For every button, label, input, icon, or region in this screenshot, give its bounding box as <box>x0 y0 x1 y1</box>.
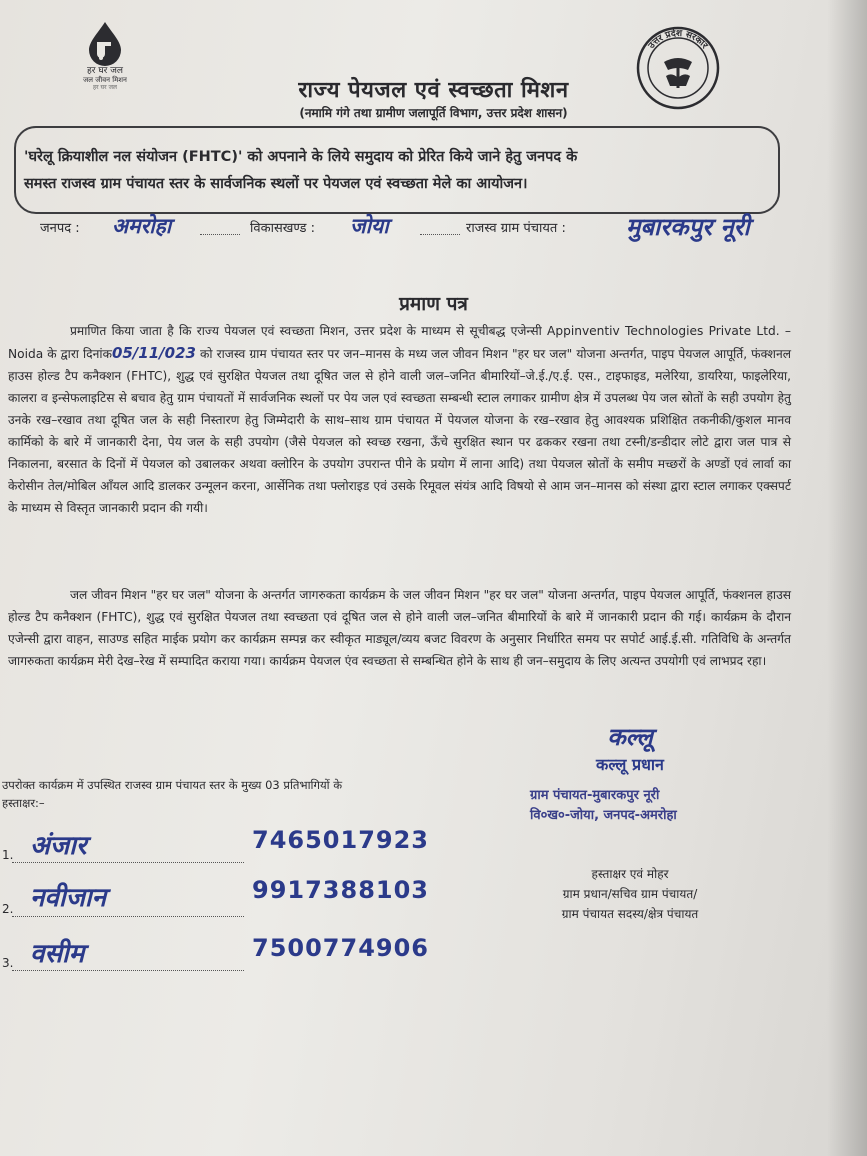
attendee-1-phone: 7465017923 <box>252 826 429 854</box>
signature-note <box>520 864 740 924</box>
attendees-intro <box>2 776 342 812</box>
paragraph-1-part-a: प्रमाणित किया जाता है कि राज्य पेयजल एवं स्वच्छता मिशन, उत्तर प्रदेश के माध्यम से सूचीबद्ध एजेन्सी Appinventiv Technologies Private Ltd. – Noida के द्वारा दिनांक <box>8 324 791 361</box>
signature-note-line-2: ग्राम प्रधान/सचिव ग्राम पंचायत/ <box>562 887 698 901</box>
logo-text-2: जल जीवन मिशन <box>83 76 127 84</box>
block-dots <box>420 234 460 235</box>
attendee-2-phone: 9917388103 <box>252 876 429 904</box>
signature-note-line-3: ग्राम पंचायत सदस्य/क्षेत्र पंचायत <box>561 907 699 921</box>
attendee-1-number: 1. <box>2 848 14 862</box>
pradhan-stamp <box>530 786 677 826</box>
attendees-intro-line-2: हस्ताक्षर:– <box>2 796 45 810</box>
attendee-2-number: 2. <box>2 902 14 916</box>
paragraph-1 <box>8 320 791 519</box>
attendee-2-dots <box>12 916 244 917</box>
page-shadow <box>827 0 867 1156</box>
paragraph-2 <box>8 584 791 672</box>
panchayat-label: राजस्व ग्राम पंचायत : <box>466 221 566 236</box>
attendee-1-name: अंजार <box>30 831 87 861</box>
logo-text-1: हर घर जल <box>87 66 123 76</box>
seal-text: उत्तर प्रदेश सरकार <box>646 28 710 51</box>
certificate-title: प्रमाण पत्र <box>399 293 468 315</box>
water-drop-icon <box>85 20 125 66</box>
district-label: जनपद : <box>40 221 80 236</box>
page-title: राज्य पेयजल एवं स्वच्छता मिशन <box>298 78 569 103</box>
district-value: अमरोहा <box>112 214 172 238</box>
panchayat-value: मुबारकपुर नूरी <box>626 213 750 241</box>
block-value: जोया <box>350 214 389 238</box>
stamp-line-2: वि०ख०-जोया, जनपद-अमरोहा <box>530 808 677 823</box>
paragraph-1-part-b: को राजस्व ग्राम पंचायत स्तर पर जन–मानस के मध्य जल जीवन मिशन "हर घर जल" योजना अन्तर्गत, पाइप पेयजल आपूर्ति, फंक्शनल हाउस होल्ड टैप कनैक्शन (FHTC), शुद्ध एवं सुरक्षित पेयजल तथा दूषित जल से होने वाली जल–जनित बीमारियों–जे.ई./ए.ई. एस., टाइफाइड, मलेरिया, डायरिया, फाइलेरिया, कालरा व इन्सेफलाइटिस से बचाव हेतु ग्राम पंचायतों में सार्वजनिक स्थलों पर पेय जल एवं स्वच्छता सम्बन्धी स्टाल लगाकर ग्रामीण क्षेत्र में उपलब्ध पेय जल स्रोतों के सही उपयोग हेतु उनके रख–रखाव तथा दूषित जल के सही निस्तारण हेतु जिम्मेदारी के साथ–साथ ग्राम पंचायत में पेयजल योजना के रख–रखाव हेतु आवश्यक प्रशिक्षित तकनीकी/कुशल मानव कार्मिको के बारे में जानकारी देना, पेय जल के सही उपयोग (जैसे पेयजल को स्वच्छ रखना, ऊँचे सुरक्षित स्थान पर ढककर रखना तथा टस्नी/डन्डीदार लोटे द्वारा जल पात्र से निकालना, बरसात के दिनों में पेयजल को उबालकर अथवा क्लोरिन के उपयोग उपरान्त पीने के प्रयोग में लाना आदि) तथा पेयजल स्रोतों के समीप मच्छरों के अण्डों एवं लार्वा का केरोसीन तेल/मोबिल आँयल आदि डालकर उन्मूलन करना, आर्सेनिक तथा फ्लोराइड एवं उसके रिमूवल संयंत्र आदि विषयो से आम जन–मानस को संस्था द्वारा स्टाल लगाकर एक्सपर्ट के माध्यम से विस्तृत जानकारी प्रदान की गयी। <box>8 347 791 515</box>
signature-note-line-1: हस्ताक्षर एवं मोहर <box>591 867 669 881</box>
banner-line-2: समस्त राजस्व ग्राम पंचायत स्तर के सार्वजनिक स्थलों पर पेयजल एवं स्वच्छता मेले का आयोजन। <box>24 176 528 192</box>
banner-text <box>24 144 764 198</box>
svg-text:उत्तर प्रदेश सरकार <box>646 27 709 52</box>
signature-name: कल्लू प्रधान <box>596 755 664 774</box>
pradhan-signature <box>510 720 750 775</box>
attendee-3-phone: 7500774906 <box>252 934 429 962</box>
banner-line-1: 'घरेलू क्रियाशील नल संयोजन (FHTC)' को अपनाने के लिये समुदाय को प्रेरित किये जाने हेतु जनपद के <box>24 149 578 165</box>
attendee-2-name: नवीजान <box>30 883 107 913</box>
district-dots <box>200 234 240 235</box>
attendee-1-dots <box>12 862 244 863</box>
event-date: 05/11/023 <box>111 344 196 362</box>
attendee-3-name: वसीम <box>30 939 85 969</box>
attendee-3-dots <box>12 970 244 971</box>
paragraph-2-text: जल जीवन मिशन "हर घर जल" योजना के अन्तर्गत जागरुकता कार्यक्रम के जल जीवन मिशन "हर घर जल" योजना अन्तर्गत, पाइप पेयजल आपूर्ति, फंक्शनल हाउस होल्ड टैप कनैक्शन (FHTC), शुद्ध एवं सुरक्षित पेयजल तथा स्वच्छता एवं दूषित जल से होने वाली जल–जनित बीमारियों के बारे में जानकारी प्रदान की गई। कार्यक्रम के दौरान एजेन्सी द्वारा वाहन, साउण्ड सहित माईक प्रयोग कर कार्यक्रम सम्पन्न कर स्वीकृत माड्यूल/व्यय बजट विवरण के अनुसार निर्धारित समय पर सपोर्ट आई.ई.सी. गतिविधि के अन्तर्गत जागरुकता कार्यक्रम मेरी देख–रेख में सम्पादित कराया गया। कार्यक्रम पेयजल एंव स्वच्छता से सम्बन्धित होने के साथ ही जन–समुदाय के लिए अत्यन्त उपयोगी एवं लाभप्रद रहा। <box>8 588 791 668</box>
attendee-3-number: 3. <box>2 956 14 970</box>
signature-scribble: कल्लू <box>607 723 653 751</box>
stamp-line-1: ग्राम पंचायत-मुबारकपुर नूरी <box>530 788 660 803</box>
logo-text-3: हर घर जल <box>93 84 117 91</box>
block-label: विकासखण्ड : <box>250 221 316 236</box>
page-subtitle: (नमामि गंगे तथा ग्रामीण जलापूर्ति विभाग, उत्तर प्रदेश शासन) <box>299 106 568 120</box>
attendees-intro-line-1: उपरोक्त कार्यक्रम में उपस्थित राजस्व ग्राम पंचायत स्तर के मुख्य 03 प्रतिभागियों के <box>2 778 343 792</box>
